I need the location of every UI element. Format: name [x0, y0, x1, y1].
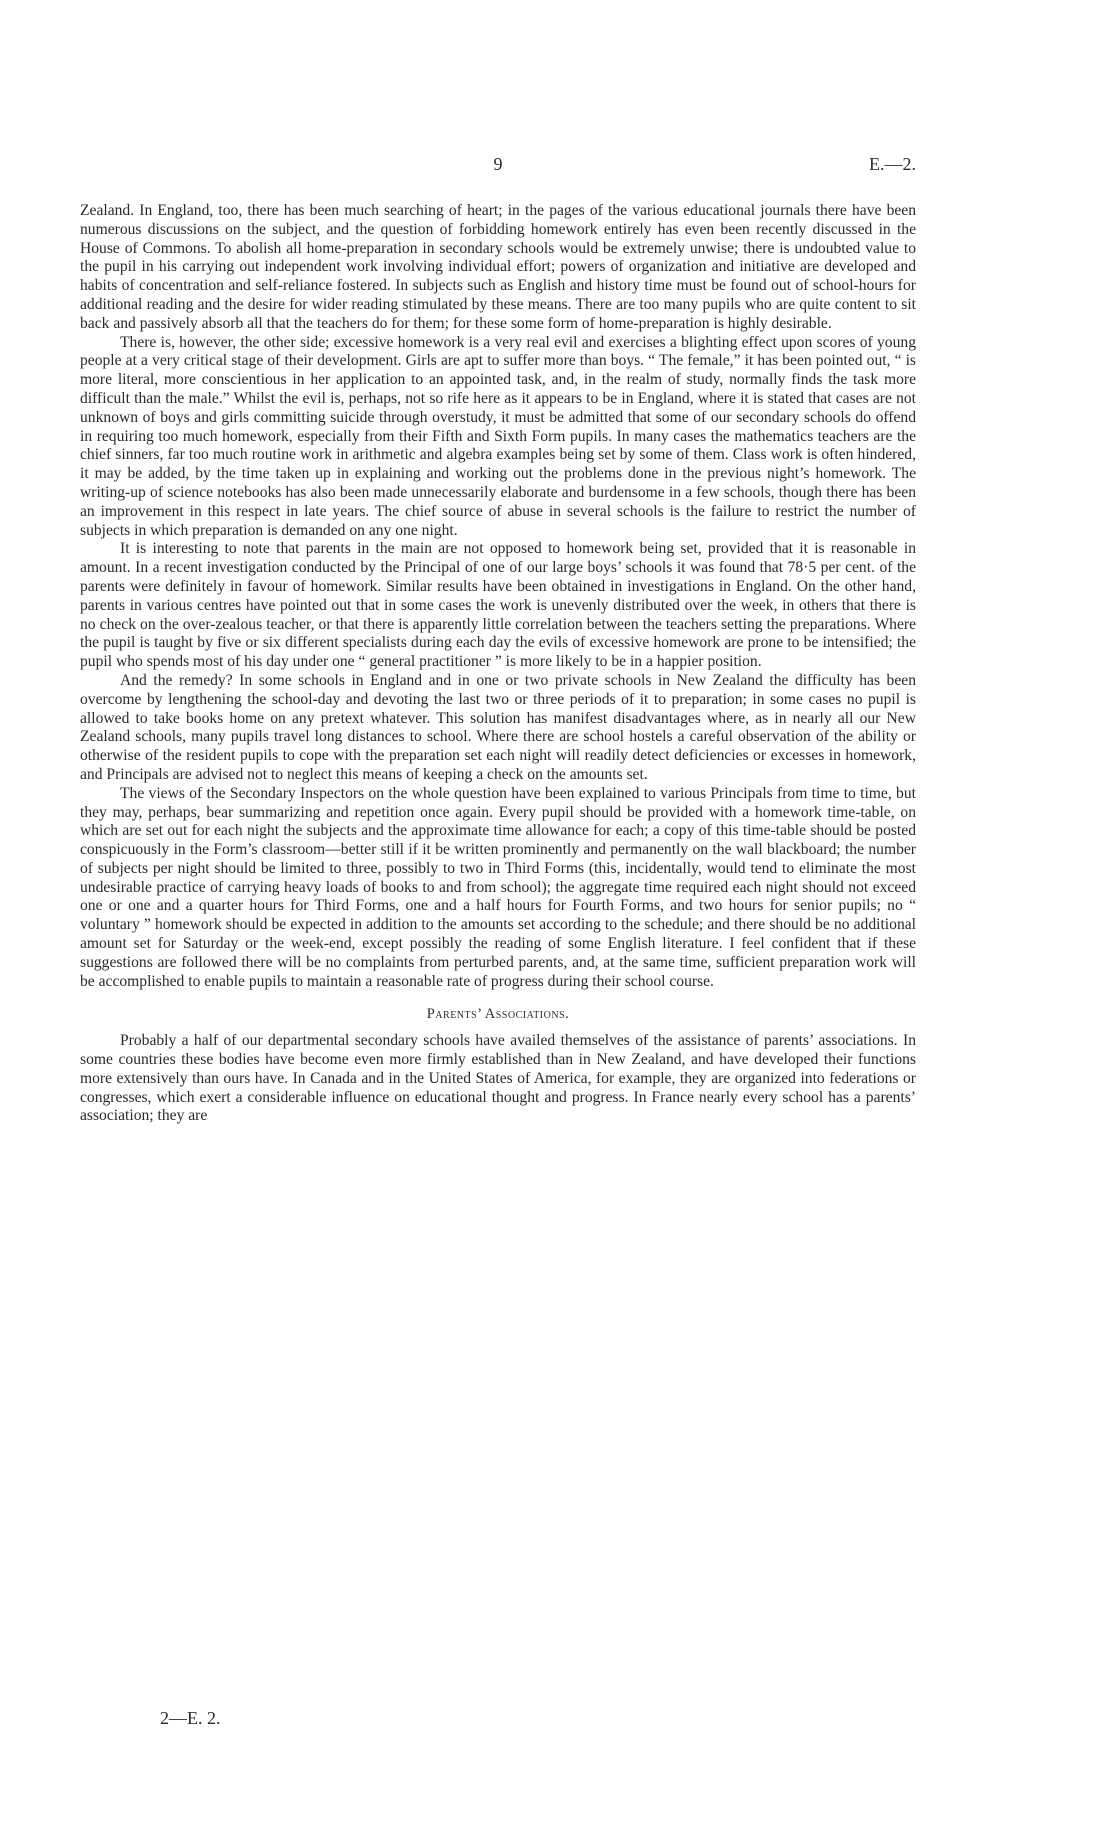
section-heading: Parents’ Associations. [426, 1006, 570, 1023]
document-reference: E.—2. [869, 154, 916, 174]
signature-mark: 2—E. 2. [160, 1708, 221, 1728]
paragraph: There is, however, the other side; excessive homework is a very real evil and exercises a blighting effect upon scores of young people at a very critical stage of their development. Girls are apt to suffer more than boys. “ The female,” it has been pointed out, “ is more literal, more conscientious in her application to an appointed task, and, in the realm of study, normally finds the task more difficult than the male.” Whilst the evil is, perhaps, not so rife here as it appears to be in England, where it is stated that cases are not unknown of boys and girls committing suicide through overstudy, it must be admitted that some of our secondary schools do offend in requiring too much homework, especially from their Fifth and Sixth Form pupils. In many cases the mathematics teachers are the chief sinners, far too much routine work in arithmetic and algebra examples being set by some of them. Class work is often hindered, it may be added, by the time taken up in explaining and working out the problems done in the previous night’s homework. The writing-up of science notebooks has also been made unnecessarily elaborate and burdensome in a few schools, though there has been an improvement in this respect in late years. The chief source of abuse in several schools is the failure to restrict the number of subjects in which preparation is demanded on any one night. [80, 333, 916, 539]
paragraph: Zealand. In England, too, there has been much searching of heart; in the pages of the various educational journals there have been numerous discussions on the subject, and the question of forbidding homework entirely has even been recently discussed in the House of Commons. To abolish all home-preparation in secondary schools would be extremely unwise; there is undoubted value to the pupil in his carrying out independent work involving individual effort; powers of organization and initiative are developed and habits of concentration and self-reliance fostered. In subjects such as English and history time must be found out of school-hours for additional reading and the desire for wider reading stimulated by these means. There are too many pupils who are quite content to sit back and passively absorb all that the teachers do for them; for these some form of home-preparation is highly desirable. [80, 202, 916, 332]
page-header [80, 150, 916, 180]
body-text [80, 202, 916, 1126]
paragraph: And the remedy? In some schools in England and in one or two private schools in New Zealand the difficulty has been overcome by lengthening the school-day and devoting the last two or three periods of it to preparation; in some cases no pupil is allowed to take books home on any pretext whatever. This solution has manifest disadvantages where, as in nearly all our New Zealand schools, many pupils travel long distances to school. Where there are school hostels a careful observation of the ability or otherwise of the resident pupils to cope with the preparation set each night will readily detect deficiencies or excesses in homework, and Principals are advised not to neglect this means of keeping a check on the amounts set. [80, 671, 916, 783]
paragraph: It is interesting to note that parents in the main are not opposed to homework being set, provided that it is reasonable in amount. In a recent investigation conducted by the Principal of one of our large boys’ schools it was found that 78·5 per cent. of the parents were definitely in favour of homework. Similar results have been obtained in investigations in England. On the other hand, parents in various centres have pointed out that in some cases the work is unevenly distributed over the week, in others that there is no check on the over-zealous teacher, or that there is apparently little correlation between the teachers setting the preparations. Where the pupil is taught by five or six different specialists during each day the evils of excessive homework are prone to be intensified; the pupil who spends most of his day under one “ general practitioner ” is more likely to be in a happier position. [80, 540, 916, 671]
page-number: 9 [493, 154, 503, 174]
paragraph: The views of the Secondary Inspectors on the whole question have been explained to various Principals from time to time, but they may, perhaps, bear summarizing and repetition once again. Every pupil should be provided with a homework time-table, on which are set out for each night the subjects and the approximate time allowance for each; a copy of this time-table should be posted conspicuously in the Form’s classroom—better still if it be written prominently and permanently on the wall blackboard; the number of subjects per night should be limited to three, possibly to two in Third Forms (this, incidentally, would tend to eliminate the most undesirable practice of carrying heavy loads of books to and from school); the aggregate time required each night should not exceed one or one and a quarter hours for Third Forms, one and a half hours for Fourth Forms, and two hours for senior pupils; no “ voluntary ” homework should be expected in addition to the amounts set according to the schedule; and there should be no additional amount set for Saturday or the week-end, except possibly the reading of some English literature. I feel confident that if these suggestions are followed there will be no complaints from perturbed parents, and, at the same time, sufficient preparation work will be accomplished to enable pupils to maintain a reasonable rate of progress during their school course. [80, 784, 916, 990]
paragraph: Probably a half of our departmental secondary schools have availed themselves of the assistance of parents’ associations. In some countries these bodies have become even more firmly established than in New Zealand, and have developed their functions more extensively than ours have. In Canada and in the United States of America, for example, they are organized into federations or congresses, which exert a considerable influence on educational thought and progress. In France nearly every school has a parents’ association; they are [80, 1032, 916, 1125]
